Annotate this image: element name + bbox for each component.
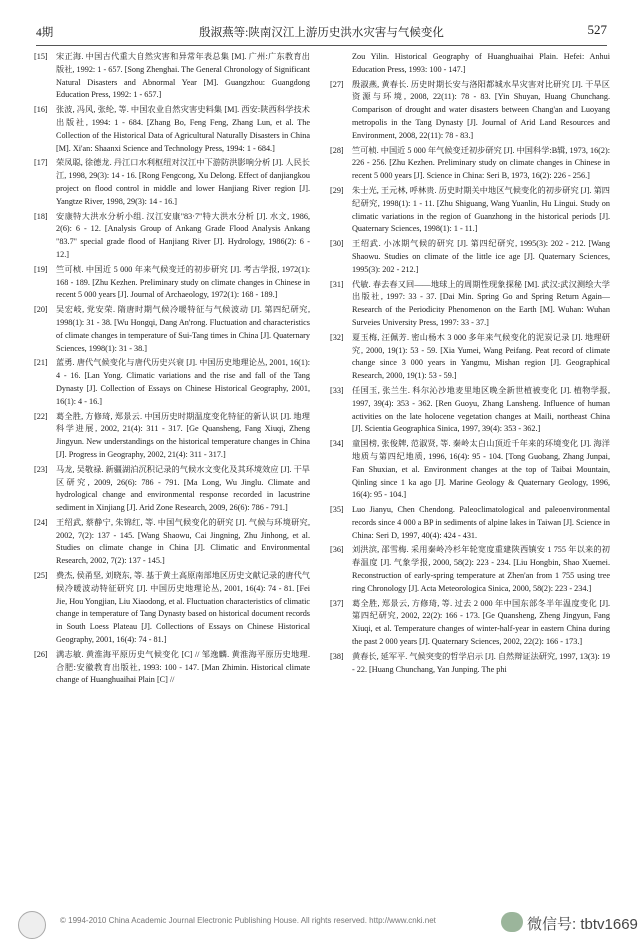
reference-entry bbox=[34, 411, 310, 462]
publisher-logo-icon bbox=[18, 911, 46, 939]
header-divider bbox=[36, 45, 607, 46]
reference-text: 马龙, 吴敬禄. 新疆湖泊沉积记录的气候水文变化及其环境效应 [J]. 干旱区研究, 2009, 26(6): 786 - 791. [Ma Long, Wu Jinglu. Climate and hydrological change and environmental response recorded in lacustrine sediment in Xinjiang [J]. Arid Zone Research, 2009, 26(6): 786 - 791.] bbox=[56, 464, 310, 513]
reference-number: [26] bbox=[34, 649, 48, 659]
reference-text: 代敏. 春去春又回——地球上的周期性现象探秘 [M]. 武汉:武汉测绘大学出版社, 1997: 33 - 37. [Dai Min. Spring Go and Spring Return Again—Research of the Periodicity Phenomenon on the Earth [M]. Wuhan: Wuhan Surveies University Press, 1997: 33 - 37.] bbox=[352, 279, 610, 327]
reference-text: 葛全胜, 郑景云, 方修琦, 等. 过去 2 000 年中国东部冬半年温度变化 [J]. 第四纪研究, 2002, 22(2): 166 - 173. [Ge Quansheng, Zheng Jingyun, Fang Xiuqi, et al. Temperature changes of winter-half-year in eastern China during the past 2 000 years [J]. Quaternary Sciences, 2002, 22(2): 166 - 173.] bbox=[352, 598, 610, 647]
reference-entry bbox=[330, 79, 610, 143]
reference-text: 竺可桢. 中国近 5 000 年气候变迁初步研究 [J]. 中国科学:B辑, 1973, 16(2): 226 - 256. [Zhu Kezhen. Preliminary study on climate changes in Chinese in recent 5 000 years [J]. Science in China: Seri B, 1973, 16(2): 226 - 256.] bbox=[352, 145, 610, 181]
reference-number: [29] bbox=[330, 185, 344, 195]
reference-number: [28] bbox=[330, 145, 344, 155]
running-title: 殷淑燕等:陕南汉江上游历史洪水灾害与气候变化 bbox=[199, 27, 444, 39]
reference-text: 夏玉梅, 汪佩芳. 密山杨木 3 000 多年来气候变化的泥炭记录 [J]. 地理研究, 2000, 19(1): 53 - 59. [Xia Yumei, Wang Peifang. Peat record of climate change since 3 000 years in Yangmu, Mishan region [J]. Geographical Research, 2000, 19(1): 53 - 59.] bbox=[352, 332, 610, 381]
reference-text: 满志敏. 黄淮海平原历史气候变化 [C] // 邹逸麟. 黄淮海平原历史地理. 合肥:安徽教育出版社, 1993: 100 - 147. [Man Zhimin. Historical climate change of Huanghuaihai Plain [C] // bbox=[56, 649, 310, 685]
reference-text: 殷淑燕, 黄春长. 历史时期长安与洛阳都城水旱灾害对比研究 [J]. 干旱区资源与环境, 2008, 22(11): 78 - 83. [Yin Shuyan, Huang Chunchang. Comparison of drought and water disasters between Chang'an and Luoyang metropolis in the Tang Dynasty [J]. Journal of Arid Land Resources and Environment, 2008, 22(11): 78 - 83.] bbox=[352, 79, 610, 140]
reference-entry bbox=[330, 598, 610, 649]
references-right-column bbox=[330, 51, 610, 678]
wechat-icon bbox=[501, 912, 523, 932]
reference-entry bbox=[34, 517, 310, 568]
reference-text: 王绍武. 小冰期气候的研究 [J]. 第四纪研究, 1995(3): 202 - 212. [Wang Shaowu. Studies on climate of the little ice age [J]. Quaternary Sciences, 1995(3): 202 - 212.] bbox=[352, 239, 610, 274]
reference-entry bbox=[34, 51, 310, 102]
reference-text: 黄春长, 延军平. 气候突变的哲学启示 [J]. 自然辩证法研究, 1997, 13(3): 19 - 22. [Huang Chunchang, Yan Junping. The phi bbox=[352, 651, 610, 674]
reference-continuation: Zou Yilin. Historical Geography of Huanghuaihai Plain. Hefei: Anhui Education Press, 1993: 100 - 147.] bbox=[352, 52, 610, 74]
reference-number: [17] bbox=[34, 158, 48, 168]
copyright-notice: © 1994-2010 China Academic Journal Electronic Publishing House. All rights reserved. http://www.cnki.net bbox=[60, 916, 436, 925]
reference-text: 朱士光, 王元林, 呼林贵. 历史时期关中地区气候变化的初步研究 [J]. 第四纪研究, 1998(1): 1 - 11. [Zhu Shiguang, Wang Yuanlin, Hu Lingui. Study on climatic variations in the region of Guanzhong in the historical periods [J]. Quaternary Sciences, 1998(1): 1 - 11.] bbox=[352, 185, 610, 234]
page-footer bbox=[0, 908, 641, 947]
reference-entry bbox=[330, 332, 610, 383]
reference-entry bbox=[34, 104, 310, 155]
reference-text: 竺可桢. 中国近 5 000 年来气候变迁的初步研究 [J]. 考古学报, 1972(1): 168 - 189. [Zhu Kezhen. Preliminary study on climate changes in Chinese in recent 5 000 years [J]. Journal of Archaeology, 1972(1): 168 - 189.] bbox=[56, 264, 310, 300]
reference-number: [27] bbox=[330, 79, 344, 89]
reference-entry bbox=[34, 157, 310, 208]
reference-text: Luo Jianyu, Chen Chendong. Paleoclimatological and paleoenvironmental records since 4 000 a BP in sediments of alpine lakes in Taiwan [J]. Science in China: Seri D, 1997, 40(4): 424 - 431. bbox=[352, 505, 610, 540]
wechat-watermark bbox=[499, 910, 638, 936]
reference-number: [37] bbox=[330, 598, 344, 608]
reference-entry bbox=[34, 464, 310, 515]
reference-entry bbox=[34, 211, 310, 262]
reference-number: [25] bbox=[34, 571, 48, 581]
reference-text: 王绍武, 蔡静宁, 朱锦红, 等. 中国气候变化的研究 [J]. 气候与环境研究, 2002, 7(2): 137 - 145. [Wang Shaowu, Cai Jingning, Zhu Jinhong, et al. Studies on climate change in China [J]. Climatic and Environmental Research, 2002, 7(2): 137 - 145.] bbox=[56, 517, 310, 566]
reference-number: [30] bbox=[330, 239, 344, 249]
reference-number: [36] bbox=[330, 545, 344, 555]
reference-text: 蓝勇. 唐代气候变化与唐代历史兴衰 [J]. 中国历史地理论丛, 2001, 16(1): 4 - 16. [Lan Yong. Climatic variations and the rise and fall of the Tang Dynasty [J]. Collection of Essays on Chinese Historical Geography, 2001, 16(1): 4 - 16.] bbox=[56, 358, 310, 406]
reference-number: [35] bbox=[330, 505, 344, 515]
reference-text: 荣凤聪, 徐德龙. 丹江口水利枢纽对汉江中下游防洪影响分析 [J]. 人民长江, 1998, 29(3): 14 - 16. [Rong Fengcong, Xu Delong. Effect of danjiangkou project on flood control in middle and lower Hanjiang River region [J]. Yangtze River, 1998, 29(3): 14 - 16.] bbox=[56, 158, 310, 206]
reference-entry bbox=[330, 504, 610, 542]
reference-number: [18] bbox=[34, 211, 48, 221]
reference-text: 童国榜, 张俊牌, 范淑贤, 等. 秦岭太白山顶近千年来的环境变化 [J]. 海洋地质与第四纪地质, 1996, 16(4): 95 - 104. [Tong Guobang, Zhang Junpai, Fan Shuxian, et al. Environment changes at the top of Taibai Mountain, Qinling since 1 ka ago [J]. Marine Geology & Quaternary Geology, 1996, 16(4): 95 - 104.] bbox=[352, 439, 610, 500]
reference-number: [24] bbox=[34, 517, 48, 527]
reference-number: [22] bbox=[34, 411, 48, 421]
page-header bbox=[36, 22, 607, 44]
reference-entry bbox=[34, 570, 310, 647]
reference-entry bbox=[330, 544, 610, 595]
reference-entry bbox=[330, 238, 610, 276]
reference-number: [19] bbox=[34, 264, 48, 274]
reference-number: [21] bbox=[34, 358, 48, 368]
reference-number: [34] bbox=[330, 439, 344, 449]
reference-entry bbox=[34, 649, 310, 687]
reference-entry bbox=[330, 651, 610, 677]
reference-number: [38] bbox=[330, 651, 344, 661]
watermark-text: 微信号: tbtv1669 bbox=[527, 916, 638, 933]
reference-entry bbox=[330, 145, 610, 183]
reference-text: 宋正海. 中国古代重大自然灾害和异常年表总集 [M]. 广州:广东教育出版社, 1992: 1 - 657. [Song Zhenghai. The General Chronology of Significant Natural Disasters and Abnormal Year [M]. Guangzhou: Guangdong Education Press, 1992: 1 - 657.] bbox=[56, 52, 310, 100]
reference-number: [23] bbox=[34, 464, 48, 474]
reference-text: 张波, 冯风, 张纶, 等. 中国农业自然灾害史料集 [M]. 西安:陕西科学技术出版社, 1994: 1 - 684. [Zhang Bo, Feng Feng, Zhang Lun, et al. The Collection of the Historical Data of Agricultural Naturally Disasters in China [M]. Xi'an: Shaanxi Science and Technology Press, 1994: 1 - 684.] bbox=[56, 105, 310, 153]
reference-text: 费杰, 侯甬坚, 刘晓东, 等. 基于黄土高原南部地区历史文献记录的唐代气候冷暖波动特征研究 [J]. 中国历史地理论丛, 2001, 16(4): 74 - 81. [Fei Jie, Hou Yongjian, Liu Xiaodong, et al. Fluctuation characteristics of climatic change in temperature of Tang Dynasty based on historical document records in South Loess Plateau [J]. Collections of Essays on Chinese Historical Geography, 2001, 16(4): 74 - 81.] bbox=[56, 571, 310, 645]
reference-entry bbox=[330, 185, 610, 236]
page-number: 527 bbox=[587, 22, 607, 37]
reference-text: 任国玉, 张兰生. 科尔沁沙地麦里地区晚全新世植被变化 [J]. 植物学报, 1997, 39(4): 353 - 362. [Ren Guoyu, Zhang Lansheng. Influence of human activities on the late holocene vegetation changes at Maili, northeast China [J]. Scientia Geographica Sinica, 1997, 39(4): 353 - 362.] bbox=[352, 385, 610, 434]
reference-number: [15] bbox=[34, 52, 48, 61]
reference-text: 安康特大洪水分析小组. 汉江安康"83·7"特大洪水分析 [J]. 水文, 1986, 2(6): 6 - 12. [Analysis Group of Ankang Grade Flood Analysis Ankang "83.7" special grade flood of Hanjiang River [J]. Hydrology, 1986(2): 6 - 12.] bbox=[56, 211, 310, 259]
reference-entry bbox=[330, 438, 610, 502]
reference-text: 葛全胜, 方修琦, 郑景云. 中国历史时期温度变化特征的新认识 [J]. 地理科学进展, 2002, 21(4): 311 - 317. [Ge Quansheng, Fang Xiuqi, Zheng Jingyun. New understandings on the historical temperature changes in China [J]. Progress in Geography, 2002, 21(4): 311 - 317.] bbox=[56, 411, 310, 459]
reference-number: [33] bbox=[330, 385, 344, 395]
references-left-column bbox=[34, 51, 310, 689]
reference-number: [20] bbox=[34, 305, 48, 315]
reference-number: [32] bbox=[330, 332, 344, 342]
reference-entry bbox=[34, 264, 310, 302]
reference-text: 刘洪滨, 邵雪梅. 采用秦岭冷杉年轮宽度重建陕西镇安 1 755 年以来的初春温度 [J]. 气象学报, 2000, 58(2): 223 - 234. [Liu Hongbin, Shao Xuemei. Reconstruction of early-spring temperature at Zhen'an from 1 755 using tree ring Chronology [J]. Acta Meteorologica Sinica, 2000, 58(2): 223 - 234.] bbox=[352, 545, 610, 593]
reference-entry bbox=[330, 385, 610, 436]
reference-entry bbox=[34, 304, 310, 355]
issue-number: 4期 bbox=[36, 27, 54, 39]
reference-entry bbox=[34, 357, 310, 408]
reference-text: 吴宏岐, 党安荣. 隋唐时期气候冷暖特征与气候波动 [J]. 第四纪研究, 1998(1): 31 - 38. [Wu Hongqi, Dang An'rong. Fluctuation and characteristics of climate changes in temperature of Sui-Tang times in China [J]. Quaternary Sciences, 1998(1): 31 - 38.] bbox=[56, 305, 310, 353]
reference-entry bbox=[330, 279, 610, 330]
reference-number: [31] bbox=[330, 279, 344, 289]
reference-number: [16] bbox=[34, 105, 48, 115]
